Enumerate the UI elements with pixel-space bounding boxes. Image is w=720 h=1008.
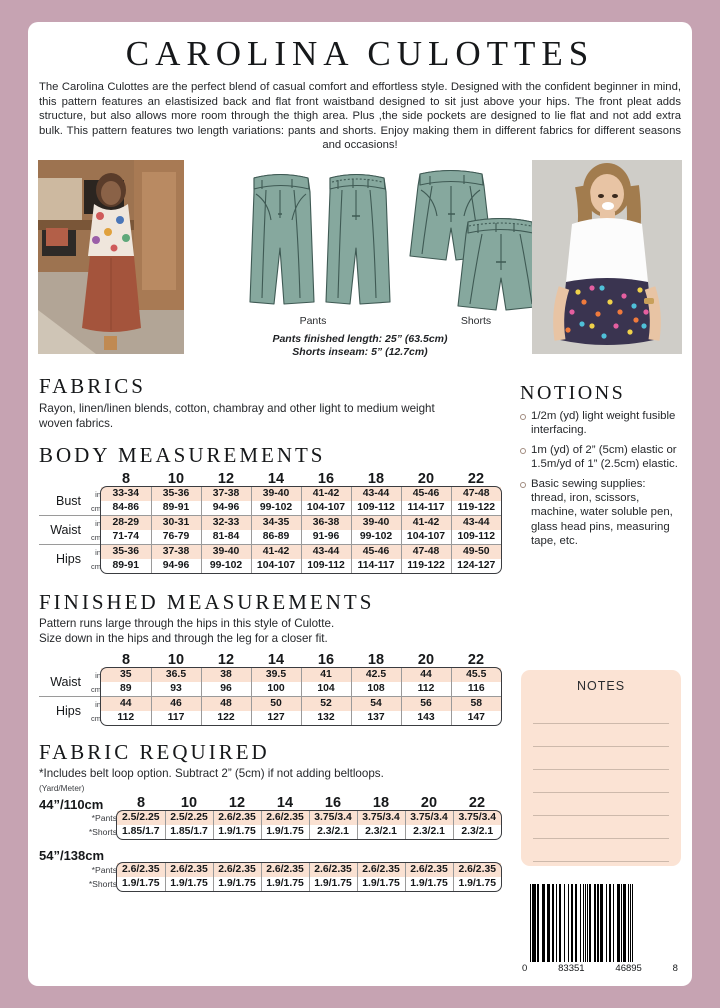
body-measurements-table — [39, 471, 501, 573]
table-cell: 36.5 — [151, 668, 201, 682]
body-measurements-heading: BODY MEASUREMENTS — [39, 443, 326, 468]
table-row — [39, 711, 501, 725]
table-cell: 1.9/1.75 — [261, 825, 309, 839]
barcode-digits — [522, 963, 678, 974]
table-cell: 104-107 — [301, 501, 351, 516]
caption-pants: Pants — [299, 314, 327, 327]
fabric-required-heading: FABRIC REQUIRED — [39, 740, 270, 765]
table-row — [39, 545, 501, 560]
table-cell: 2.6/2.35 — [261, 863, 309, 877]
table-cell: 32-33 — [201, 516, 251, 531]
table-cell: 116 — [451, 682, 501, 697]
table-cell: 34-35 — [251, 516, 301, 531]
table-row — [39, 668, 501, 682]
table-cell: 94-96 — [201, 501, 251, 516]
table-cell: 56 — [401, 697, 451, 712]
barcode-group-2: 46895 — [615, 963, 642, 974]
table-cell: 81-84 — [201, 530, 251, 545]
table-cell: 3.75/3.4 — [357, 811, 405, 825]
table-cell: 2.3/2.1 — [309, 825, 357, 839]
table-cell: 39-40 — [251, 487, 301, 501]
note-line[interactable] — [533, 816, 669, 839]
row-label: *Shorts — [88, 878, 117, 889]
table-cell: 50 — [251, 697, 301, 712]
notions-item: Basic sewing supplies: thread, iron, scissors, machine, water soluble pen, glass head pins, measuring tape, etc. — [520, 477, 682, 549]
table-row — [39, 863, 501, 877]
size-header: 22 — [467, 471, 485, 488]
table-cell: 76-79 — [151, 530, 201, 545]
table-cell: 127 — [251, 711, 301, 725]
table-cell: 109-112 — [451, 530, 501, 545]
unit-label: in — [81, 545, 101, 560]
table-cell: 2.3/2.1 — [453, 825, 501, 839]
table-cell: 41-42 — [401, 516, 451, 531]
table-cell: 3.75/3.4 — [309, 811, 357, 825]
table-cell: 2.6/2.35 — [213, 811, 261, 825]
table-cell: 37-38 — [151, 545, 201, 560]
table-row — [39, 825, 501, 839]
size-header: 22 — [468, 794, 486, 811]
unit-label: in — [95, 670, 101, 680]
fabric-required-note: *Includes belt loop option. Subtract 2” (5cm) if not adding beltloops. — [39, 767, 384, 781]
table-cell: 1.9/1.75 — [453, 877, 501, 891]
table-cell: 1.9/1.75 — [165, 877, 213, 891]
table-row — [39, 559, 501, 573]
table-cell: 1.85/1.7 — [165, 825, 213, 839]
right-column — [520, 382, 682, 554]
table-cell: 2.6/2.35 — [213, 863, 261, 877]
table-cell: 99-102 — [251, 501, 301, 516]
table-cell: 39.5 — [251, 668, 301, 682]
finished-measurements-heading: FINISHED MEASUREMENTS — [39, 590, 375, 615]
row-label: Hips — [39, 697, 81, 726]
table-cell: 3.75/3.4 — [405, 811, 453, 825]
size-header: 10 — [167, 471, 185, 488]
left-column — [39, 374, 507, 891]
table-cell: 109-112 — [351, 501, 401, 516]
fabric-required-tables-wrap — [39, 795, 507, 891]
table-cell: 84-86 — [112, 502, 140, 514]
table-cell: 35 — [101, 668, 151, 682]
table-cell: 2.6/2.35 — [261, 811, 309, 825]
size-header: 10 — [180, 794, 198, 811]
table-row — [39, 487, 501, 501]
notions-item: 1m (yd) of 2” (5cm) elastic or 1.5m/yd of 1” (2.5cm) elastic. — [520, 443, 682, 472]
table-cell: 108 — [351, 682, 401, 697]
row-label: *Pants — [91, 812, 117, 823]
table-cell: 46 — [151, 697, 201, 712]
fabrics-heading: FABRICS — [39, 374, 146, 398]
size-header: 14 — [267, 652, 285, 669]
table-cell: 43-44 — [301, 545, 351, 560]
table-cell: 122 — [201, 711, 251, 725]
table-cell: 39-40 — [351, 516, 401, 531]
table-cell: 71-74 — [112, 531, 140, 543]
fabrics-text: Rayon, linen/linen blends, cotton, chambray and other light to medium weight woven fabrics. — [39, 402, 435, 430]
technical-flat-pants — [244, 162, 396, 317]
table-cell: 30-31 — [151, 516, 201, 531]
fabric-unit-note: (Yard/Meter) — [39, 783, 85, 793]
pants-finished-length: Pants finished length: 25” (63.5cm) — [272, 332, 448, 345]
size-header: 8 — [121, 652, 131, 669]
table-cell: 112 — [117, 712, 135, 724]
table-cell: 39-40 — [201, 545, 251, 560]
size-header: 8 — [136, 794, 146, 811]
table-cell: 41-42 — [251, 545, 301, 560]
table-cell: 41 — [301, 668, 351, 682]
size-header: 20 — [420, 794, 438, 811]
table-cell: 3.75/3.4 — [453, 811, 501, 825]
caption-shorts: Shorts — [460, 314, 492, 327]
table-cell: 137 — [351, 711, 401, 725]
table-cell: 44 — [401, 668, 451, 682]
table-cell: 109-112 — [301, 559, 351, 573]
table-cell: 47-48 — [451, 487, 501, 501]
table-cell: 100 — [251, 682, 301, 697]
unit-label: in — [95, 489, 101, 499]
table-cell: 1.9/1.75 — [405, 877, 453, 891]
table-cell: 114-117 — [351, 559, 401, 573]
size-header: 16 — [317, 471, 335, 488]
table-cell: 45.5 — [451, 668, 501, 682]
table-cell: 45-46 — [351, 545, 401, 560]
table-cell: 2.5/2.25 — [117, 811, 165, 825]
table-cell: 58 — [451, 697, 501, 712]
table-cell: 89 — [119, 683, 132, 695]
unit-label: cm — [91, 684, 101, 694]
table-cell: 96 — [201, 682, 251, 697]
table-cell: 99-102 — [201, 559, 251, 573]
note-line[interactable] — [533, 724, 669, 747]
unit-label: cm — [91, 561, 101, 571]
table-cell: 2.6/2.35 — [117, 863, 165, 877]
unit-label: in — [81, 516, 101, 531]
row-label: *Shorts — [88, 826, 117, 837]
table-cell: 2.3/2.1 — [405, 825, 453, 839]
table-cell: 43-44 — [451, 516, 501, 531]
size-header: 16 — [317, 652, 335, 669]
size-header: 14 — [267, 471, 285, 488]
table-cell: 36-38 — [301, 516, 351, 531]
size-header: 20 — [417, 471, 435, 488]
table-cell: 119-122 — [401, 559, 451, 573]
size-header: 14 — [276, 794, 294, 811]
barcode-bars — [530, 884, 678, 962]
barcode — [522, 884, 678, 974]
table-cell: 104 — [301, 682, 351, 697]
barcode-right-digit: 8 — [672, 963, 678, 974]
page-title: CAROLINA CULOTTES — [125, 34, 595, 73]
hero-row — [28, 160, 692, 360]
table-cell: 99-102 — [351, 530, 401, 545]
table-cell: 35-36 — [151, 487, 201, 501]
size-header: 16 — [324, 794, 342, 811]
fabric-width-label: 54”/138cm — [39, 847, 105, 863]
table-cell: 104-107 — [401, 530, 451, 545]
table-cell: 94-96 — [151, 559, 201, 573]
table-cell: 104-107 — [251, 559, 301, 573]
size-header: 18 — [372, 794, 390, 811]
pattern-envelope-back — [28, 22, 692, 986]
unit-label: in — [81, 697, 101, 712]
row-label: Waist — [39, 516, 81, 545]
notes-box[interactable] — [521, 670, 681, 866]
table-cell: 2.6/2.35 — [309, 863, 357, 877]
table-cell: 43-44 — [351, 487, 401, 501]
notes-lines[interactable] — [533, 701, 669, 862]
fabric-required-block — [39, 795, 507, 839]
table-cell: 2.6/2.35 — [357, 863, 405, 877]
table-cell: 48 — [201, 697, 251, 712]
table-cell: 143 — [401, 711, 451, 725]
finished-measurements-table-wrap — [39, 652, 507, 725]
table-cell: 89-91 — [151, 501, 201, 516]
note-line[interactable] — [533, 770, 669, 793]
note-line[interactable] — [533, 701, 669, 724]
table-cell: 49-50 — [451, 545, 501, 560]
table-cell: 1.9/1.75 — [357, 877, 405, 891]
table-row — [39, 501, 501, 516]
notions-heading: NOTIONS — [520, 382, 626, 404]
table-cell: 2.3/2.1 — [357, 825, 405, 839]
table-cell: 1.85/1.7 — [121, 825, 160, 837]
table-cell: 1.9/1.75 — [213, 877, 261, 891]
table-cell: 1.9/1.75 — [213, 825, 261, 839]
table-cell: 2.6/2.35 — [165, 863, 213, 877]
finished-note-1: Pattern runs large through the hips in this style of Culotte. — [39, 617, 335, 631]
size-header: 12 — [228, 794, 246, 811]
table-cell: 42.5 — [351, 668, 401, 682]
row-label: *Pants — [91, 864, 117, 875]
unit-label: cm — [91, 532, 101, 542]
size-header-row — [39, 795, 501, 811]
table-cell: 35-36 — [101, 545, 151, 560]
table-cell: 38 — [201, 668, 251, 682]
row-label: Waist — [50, 675, 81, 690]
table-row — [39, 811, 501, 825]
size-header-row — [39, 471, 501, 487]
intro-paragraph: The Carolina Culottes are the perfect blend of casual comfort and effortless style. Designed with the confident beginner in mind, this pattern features an elastisized back and flat front waistband designed to sit just above your hips. The front pleat adds structure, but also allows more room through the thigh area. Plus ,the side pockets are designed to lie flat and not add extra bulk. This pattern features two length variations: pants and shorts. Enjoy making them in different fabrics for different seasons and occasions! — [39, 81, 681, 152]
row-label: Hips — [39, 545, 81, 574]
unit-label: cm — [91, 503, 101, 513]
size-header: 18 — [367, 471, 385, 488]
notes-title: NOTES — [576, 679, 626, 693]
table-row — [39, 516, 501, 531]
table-cell: 44 — [101, 697, 151, 712]
table-cell: 119-122 — [451, 501, 501, 516]
table-cell: 28-29 — [101, 516, 151, 531]
table-cell: 89-91 — [112, 560, 140, 572]
table-cell: 54 — [351, 697, 401, 712]
fabric-width-label: 44”/110cm — [39, 796, 104, 812]
barcode-left-digit: 0 — [522, 963, 528, 974]
size-header: 20 — [417, 652, 435, 669]
body-measurements-table-wrap — [39, 471, 507, 573]
finished-measurements-table — [39, 652, 501, 725]
size-header: 18 — [367, 652, 385, 669]
model-photo-shorts — [532, 160, 682, 354]
table-cell: 1.9/1.75 — [121, 877, 160, 889]
table-cell: 93 — [151, 682, 201, 697]
size-header: 12 — [217, 652, 235, 669]
table-cell: 112 — [401, 682, 451, 697]
table-cell: 2.6/2.35 — [405, 863, 453, 877]
table-cell: 47-48 — [401, 545, 451, 560]
table-row — [39, 877, 501, 891]
table-cell: 1.9/1.75 — [309, 877, 357, 891]
table-row — [39, 682, 501, 697]
row-label: Bust — [55, 494, 81, 509]
size-header: 8 — [121, 471, 131, 488]
table-cell: 37-38 — [201, 487, 251, 501]
table-row — [39, 697, 501, 712]
unit-label: cm — [91, 713, 101, 723]
table-cell: 86-89 — [251, 530, 301, 545]
barcode-group-1: 83351 — [558, 963, 585, 974]
notions-item: 1/2m (yd) light weight fusible interfacing. — [520, 409, 682, 438]
shorts-inseam: Shorts inseam: 5” (12.7cm) — [292, 345, 428, 358]
notions-list — [520, 409, 682, 549]
table-cell: 147 — [451, 711, 501, 725]
table-cell: 2.6/2.35 — [453, 863, 501, 877]
table-cell: 2.5/2.25 — [165, 811, 213, 825]
finished-note-2: Size down in the hips and through the leg for a closer fit. — [39, 631, 328, 645]
note-line[interactable] — [533, 793, 669, 816]
size-header-row — [39, 652, 501, 668]
note-line[interactable] — [533, 747, 669, 770]
table-cell: 114-117 — [401, 501, 451, 516]
fabric-required-table — [39, 795, 501, 839]
size-header: 22 — [467, 652, 485, 669]
fabric-required-block — [39, 848, 507, 891]
table-cell: 45-46 — [401, 487, 451, 501]
size-header: 10 — [167, 652, 185, 669]
table-cell: 124-127 — [451, 559, 501, 573]
table-cell: 91-96 — [301, 530, 351, 545]
size-header: 12 — [217, 471, 235, 488]
model-photo-pants — [38, 160, 184, 354]
table-cell: 41-42 — [301, 487, 351, 501]
note-line[interactable] — [533, 839, 669, 862]
table-cell: 33-34 — [101, 487, 151, 501]
table-cell: 132 — [301, 711, 351, 725]
table-cell: 117 — [151, 711, 201, 725]
table-row — [39, 530, 501, 545]
table-cell: 52 — [301, 697, 351, 712]
table-cell: 1.9/1.75 — [261, 877, 309, 891]
fabric-required-table — [39, 863, 501, 891]
